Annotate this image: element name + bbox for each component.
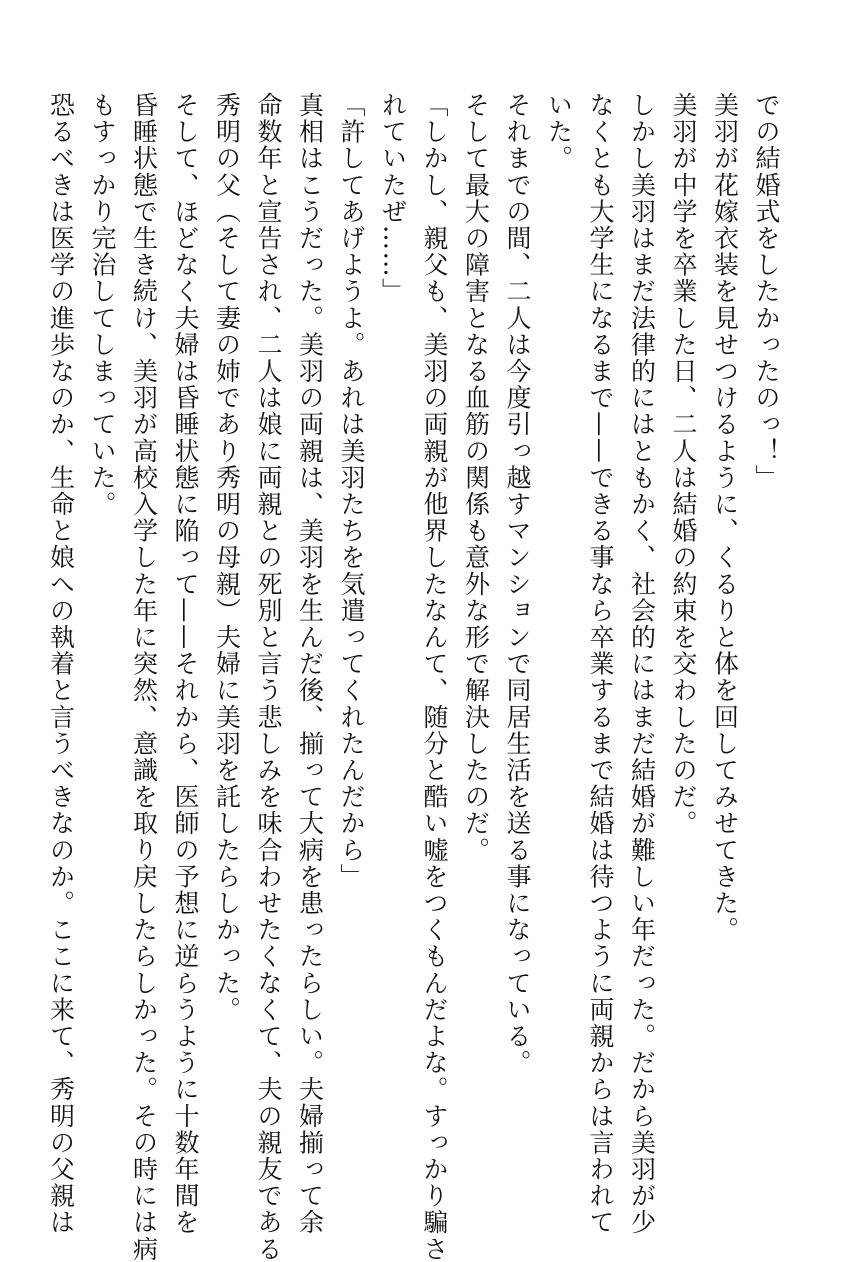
text-line: 美羽が花嫁衣装を見せつけるように、くるりと体を回してみせてきた。 — [710, 92, 740, 944]
text-line: 昏睡状態で生き続け、美羽が高校入学した年に突然、意識を取り戻したらしかった。その時には病 — [129, 92, 159, 1262]
text-line: での結婚式をしたかったのっ！」 — [752, 92, 781, 491]
text-line: もすっかり完治してしまっていた。 — [88, 92, 117, 518]
text-line: いた。 — [544, 92, 574, 172]
text-line: 恐るべきは医学の進歩なのか、生命と娘への執着と言うべきなのか。ここに来て、秀明の父親は — [46, 92, 76, 1236]
text-line: 真相はこうだった。美羽の両親は、美羽を生んだ後、揃って大病を患ったらしい。夫婦揃って余 — [295, 92, 325, 1236]
text-line: それまでの間、二人は今度引っ越すマンションで同居生活を送る事になっている。 — [503, 92, 532, 1077]
text-line: れていたぜ……」 — [378, 92, 408, 305]
text-line: しかし美羽はまだ法律的にはともかく、社会的にはまだ結婚が難しい年だった。だから美羽が少 — [627, 92, 657, 1236]
text-line: 美羽が中学を卒業した日、二人は結婚の約束を交わしたのだ。 — [669, 92, 698, 837]
text-line: そして、ほどなく夫婦は昏睡状態に陥って——それから、医師の予想に逆らうように十数年間を — [171, 92, 200, 1236]
text-line: 秀明の父（そして妻の姉であり秀明の母親）夫婦に美羽を託したらしかった。 — [212, 92, 242, 1023]
text-line: そして最大の障害となる血筋の関係も意外な形で解決したのだ。 — [461, 92, 491, 864]
text-line: 「しかし、親父も、美羽の両親が他界したなんて、随分と酷い嘘をつくもんだよな。すっかり騙さ — [420, 92, 449, 1262]
text-line: 「許してあげようよ。あれは美羽たちを気遣ってくれたんだから」 — [337, 92, 366, 890]
text-line: なくとも大学生になるまで——できる事なら卒業するまで結婚は待つように両親からは言われて — [586, 92, 615, 1236]
text-line: 命数年と宣告され、二人は娘に両親との死別と言う悲しみを味合わせたくなくて、夫の親友である — [254, 92, 283, 1262]
vertical-text-body — [46, 92, 787, 1262]
